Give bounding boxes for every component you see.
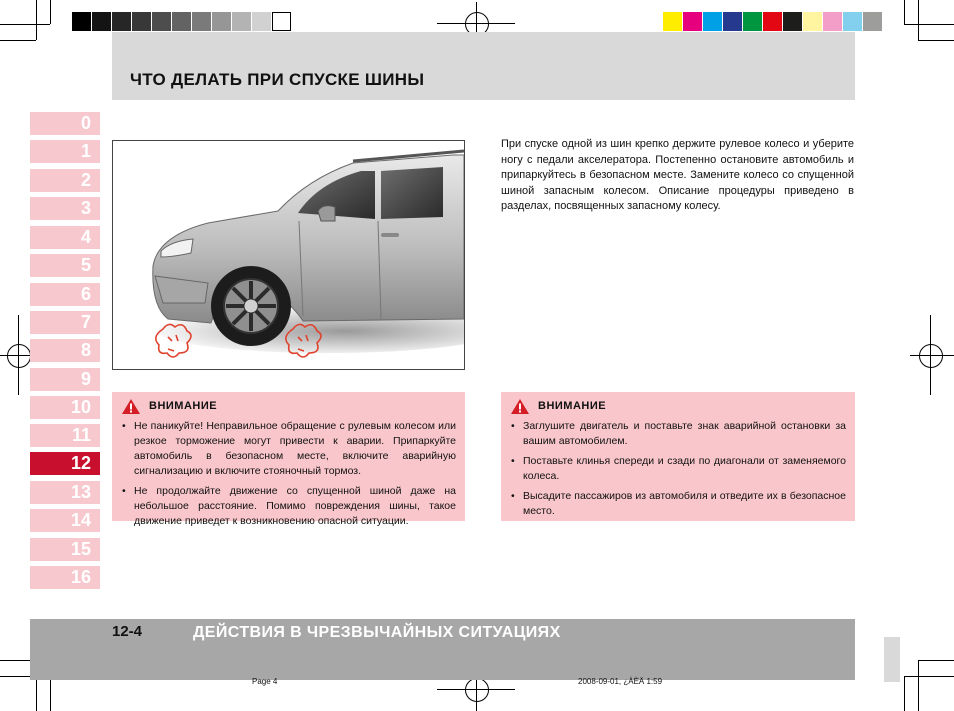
gray-swatch xyxy=(172,12,191,31)
chapter-tab-15[interactable]: 15 xyxy=(30,538,100,561)
warning-box-left xyxy=(112,392,465,527)
color-swatch xyxy=(823,12,842,31)
color-swatch xyxy=(743,12,762,31)
gray-swatch xyxy=(232,12,251,31)
side-tab-marker xyxy=(884,637,900,682)
chapter-tab-2[interactable]: 2 xyxy=(30,169,100,192)
flat-tire-car-photo xyxy=(112,140,465,370)
color-swatch xyxy=(863,12,882,31)
color-swatch xyxy=(783,12,802,31)
chapter-tab-8[interactable]: 8 xyxy=(30,339,100,362)
gray-swatch xyxy=(72,12,91,31)
chapter-tab-13[interactable]: 13 xyxy=(30,481,100,504)
gray-swatch xyxy=(92,12,111,31)
color-swatch xyxy=(763,12,782,31)
warning-triangle-icon xyxy=(121,398,141,415)
chapter-tab-12[interactable]: 12 xyxy=(30,452,100,475)
warning-item: • Заглушите двигатель и поставьте знак аварийной остановки за вашим автомобилем. xyxy=(510,419,846,449)
gray-swatch xyxy=(272,12,291,31)
chapter-tab-1[interactable]: 1 xyxy=(30,140,100,163)
car-illustration xyxy=(113,141,464,369)
chapter-tab-10[interactable]: 10 xyxy=(30,396,100,419)
print-page-label: Page 4 xyxy=(252,677,278,686)
gray-swatch xyxy=(132,12,151,31)
chapter-tab-5[interactable]: 5 xyxy=(30,254,100,277)
warning-title: ВНИМАНИЕ xyxy=(149,400,218,412)
door-handle xyxy=(381,233,399,237)
color-swatch xyxy=(723,12,742,31)
gray-swatch xyxy=(112,12,131,31)
chapter-tab-3[interactable]: 3 xyxy=(30,197,100,220)
chapter-tab-6[interactable]: 6 xyxy=(30,283,100,306)
gray-swatch xyxy=(152,12,171,31)
rear-window xyxy=(381,167,443,219)
chapter-tab-9[interactable]: 9 xyxy=(30,368,100,391)
warning-title: ВНИМАНИЕ xyxy=(538,400,607,412)
color-swatch xyxy=(703,12,722,31)
chapter-title: ДЕЙСТВИЯ В ЧРЕЗВЫЧАЙНЫХ СИТУАЦИЯХ xyxy=(193,624,561,641)
chapter-tab-11[interactable]: 11 xyxy=(30,424,100,447)
chapter-tab-16[interactable]: 16 xyxy=(30,566,100,589)
page-number: 12-4 xyxy=(112,623,143,640)
gray-swatch xyxy=(192,12,211,31)
warning-item: • Поставьте клинья спереди и сзади по диагонали от заменяемого колеса. xyxy=(510,454,846,484)
page-title: ЧТО ДЕЛАТЬ ПРИ СПУСКЕ ШИНЫ xyxy=(130,70,425,89)
color-swatch xyxy=(843,12,862,31)
chapter-tab-4[interactable]: 4 xyxy=(30,226,100,249)
warning-triangle-icon xyxy=(510,398,530,415)
color-swatch xyxy=(683,12,702,31)
warning-item: • Не паникуйте! Неправильное обращение с рулевым колесом или резкое торможение могут привести к аварии. Припаркуйте автомобиль в безопасном месте, включите аварийную сигнализацию и включите стояночный тормоз. xyxy=(121,419,456,479)
warning-item: • Не продолжайте движение со спущенной шиной даже на небольшое расстояние. Помимо повреждения шины, такое движение приведет к возникновению опасной ситуации. xyxy=(121,484,456,529)
side-mirror xyxy=(318,206,335,221)
chapter-tab-14[interactable]: 14 xyxy=(30,509,100,532)
gray-swatch xyxy=(252,12,271,31)
print-timestamp: 2008-09-01, ¿ÀÈÄ 1:59 xyxy=(578,677,663,686)
warning-box-right xyxy=(501,392,855,521)
chapter-tab-7[interactable]: 7 xyxy=(30,311,100,334)
gray-swatch xyxy=(212,12,231,31)
warning-item: • Высадите пассажиров из автомобиля и отведите их в безопасное место. xyxy=(510,489,846,519)
chapter-tab-0[interactable]: 0 xyxy=(30,112,100,135)
color-swatch xyxy=(803,12,822,31)
intro-paragraph: При спуске одной из шин крепко держите рулевое колесо и уберите ногу с педали акселератора. Постепенно остановите автомобиль и припаркуйтесь в безопасном месте. Замените колесо со спущенной шиной запасным колесом. Описание процедуры приведено в разделах, посвященных запасному колесу. xyxy=(501,138,854,212)
color-swatch xyxy=(663,12,682,31)
